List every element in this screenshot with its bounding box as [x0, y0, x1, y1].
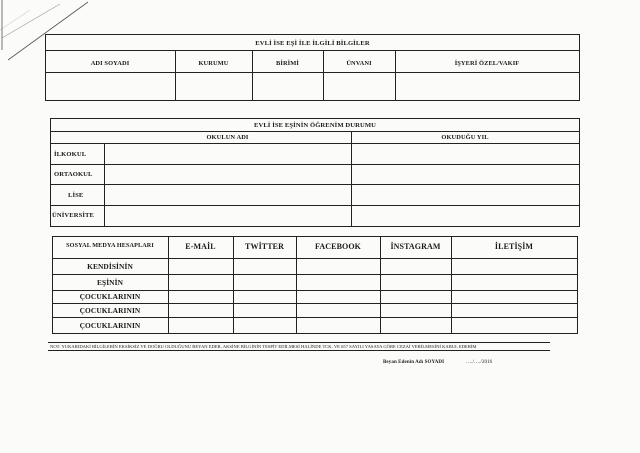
- input-row-self[interactable]: [169, 259, 577, 274]
- col-contact: İLETİŞİM: [494, 242, 534, 251]
- input-middle-school-year[interactable]: [352, 165, 579, 184]
- col-email: E-MAİL: [185, 242, 216, 251]
- input-row-children-1[interactable]: [169, 291, 577, 303]
- input-row-children-2[interactable]: [169, 304, 577, 317]
- input-title[interactable]: [324, 73, 395, 100]
- spouse-section-title: EVLİ İSE EŞİ İLE İLGİLİ BİLGİLER: [255, 40, 370, 47]
- row-middle-school: ORTAOKUL: [54, 171, 93, 178]
- col-institution: KURUMU: [198, 60, 229, 67]
- input-institution[interactable]: [176, 73, 252, 100]
- input-university-year[interactable]: [352, 206, 579, 226]
- input-primary-school-year[interactable]: [352, 144, 579, 164]
- row-children-1: ÇOCUKLARININ: [79, 292, 141, 301]
- col-school-name: OKULUN ADI: [206, 134, 249, 141]
- input-department[interactable]: [253, 73, 323, 100]
- row-university: ÜNİVERSİTE: [52, 212, 95, 219]
- input-workplace-type[interactable]: [396, 73, 579, 100]
- col-social-accounts: SOSYAL MEDYA HESAPLARI: [66, 242, 154, 249]
- input-name-surname[interactable]: [46, 73, 175, 100]
- col-name-surname: ADI SOYADI: [90, 60, 130, 67]
- col-workplace-type: İŞYERİ ÖZEL/VAKIF: [454, 60, 520, 67]
- input-university-name[interactable]: [105, 206, 351, 226]
- col-instagram: İNSTAGRAM: [390, 242, 441, 251]
- col-facebook: FACEBOOK: [315, 242, 361, 251]
- row-children-3: ÇOCUKLARININ: [79, 321, 141, 330]
- col-department: BİRİMİ: [276, 60, 299, 67]
- input-row-children-3[interactable]: [169, 318, 577, 333]
- col-year: OKUDUĞU YIL: [441, 134, 489, 141]
- row-high-school: LİSE: [68, 192, 84, 199]
- row-self: KENDİSİNİN: [87, 262, 133, 271]
- input-primary-school-name[interactable]: [105, 144, 351, 164]
- signature-date[interactable]: …./…./2016: [466, 360, 493, 365]
- input-high-school-name[interactable]: [105, 185, 351, 205]
- row-children-2: ÇOCUKLARININ: [79, 306, 141, 315]
- row-primary-school: İLKOKUL: [54, 151, 87, 158]
- col-title: ÜNVANI: [346, 60, 372, 67]
- input-high-school-year[interactable]: [352, 185, 579, 205]
- education-section-title: EVLİ İSE EŞİNİN ÖĞRENİM DURUMU: [253, 122, 377, 129]
- signature-label: Beyan Edenin Adı SOYADI: [383, 360, 445, 365]
- input-middle-school-name[interactable]: [105, 165, 351, 184]
- footer-note: NOT: YUKARIDAKİ BİLGİLERİN EKSİKSİZ VE DOĞRU OLDUĞUNU BEYAN EDER, AKSİNE BİLGİNİN TESPİT EDİLMESİ HALİNDE TCK. VE 657 SAYILI YASAYA GÖRE CEZAİ VERİLMESİNİ KABUL EDERİM: [50, 344, 477, 349]
- col-twitter: TWİTTER: [245, 242, 284, 251]
- input-row-spouse[interactable]: [169, 275, 577, 290]
- row-spouse: EŞİNİN: [96, 278, 124, 287]
